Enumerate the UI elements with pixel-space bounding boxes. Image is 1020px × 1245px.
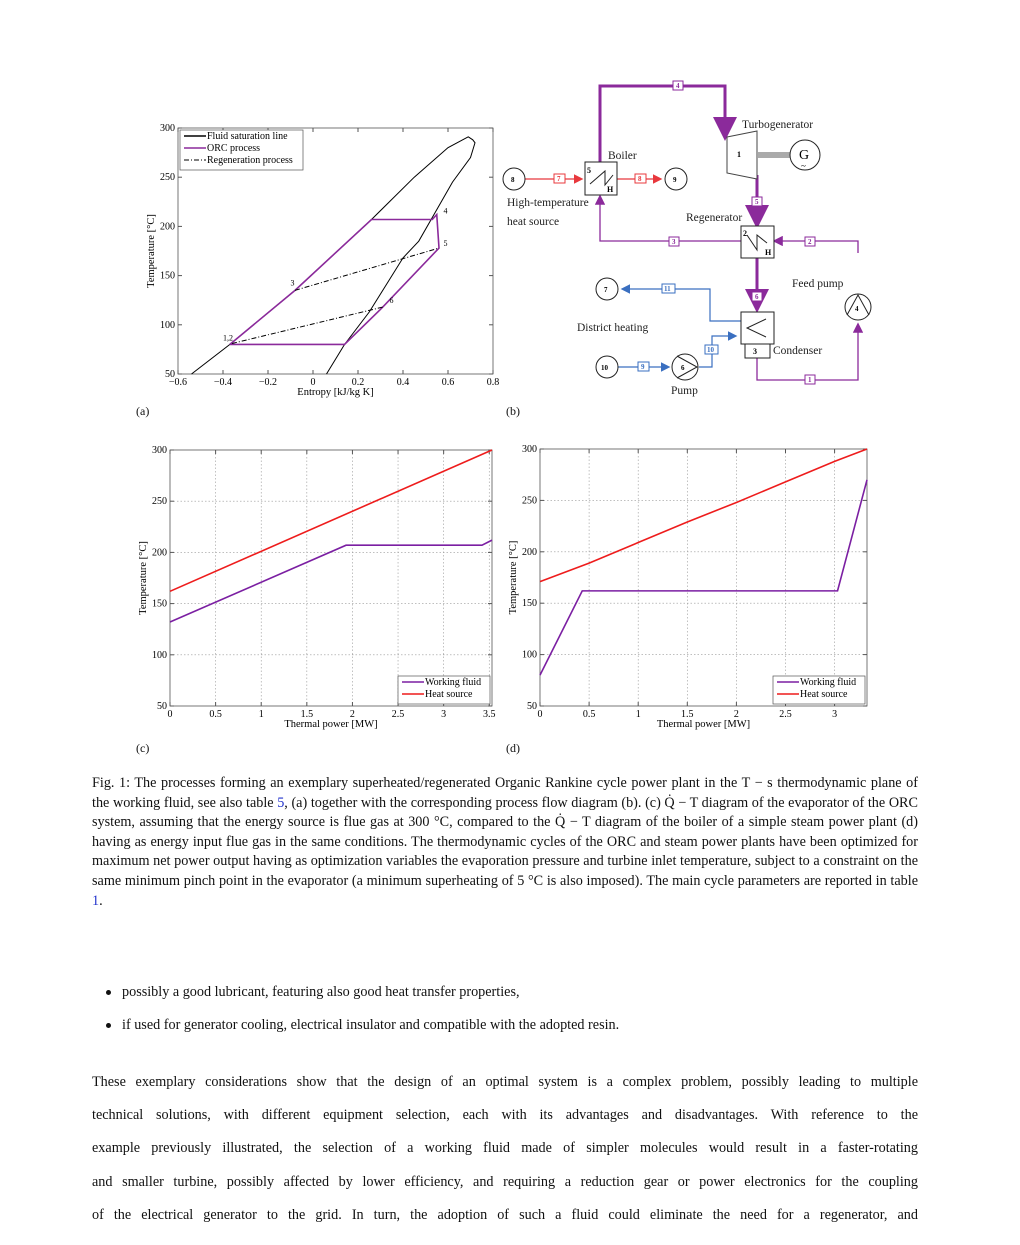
node-8: [503, 168, 525, 190]
svg-text:200: 200: [522, 546, 537, 558]
svg-text:Heat source: Heat source: [425, 689, 473, 700]
svg-text:0: 0: [310, 377, 316, 388]
svg-text:11: 11: [664, 285, 671, 293]
svg-text:Heat source: Heat source: [800, 689, 848, 700]
svg-text:1: 1: [258, 709, 264, 720]
svg-text:3: 3: [672, 238, 676, 246]
figure-caption: Fig. 1: The processes forming an exemplary superheated/regenerated Organic Rankine cycle power plant in the T − s thermodynamic plane of the working fluid, see also table 5, (a) together with the corresponding process flow diagram (b). (c) Q̇ − T diagram of the evaporator of the ORC system, assuming that the energy source is flue gas at 300 °C, compared to the Q̇ − T diagram of the boiler of a simple steam power plant (d) having as energy input flue gas in the same conditions. The thermodynamic cycles of the ORC and steam power plants have been optimized for maximum net power output having as optimization variables the evaporation pressure and turbine inlet temperature, subject to a constraint on the same minimum pinch point in the evaporator (a minimum superheating of 5 °C is also imposed). The main cycle parameters are reported in table 1.: [92, 775, 918, 909]
svg-text:3: 3: [832, 709, 838, 720]
node-9: [665, 168, 687, 190]
svg-text:Temperature [°C]: Temperature [°C]: [508, 540, 519, 615]
svg-text:Entropy [kJ/kg K]: Entropy [kJ/kg K]: [297, 387, 374, 398]
regenerator: [741, 226, 774, 258]
svg-text:1: 1: [808, 376, 812, 384]
stream-9: [638, 362, 649, 371]
panel-label-a: (a): [136, 404, 150, 418]
svg-text:100: 100: [160, 319, 175, 331]
condenser-label: Condenser: [773, 345, 823, 357]
svg-text:7: 7: [604, 286, 608, 294]
svg-text:Temperature [°C]: Temperature [°C]: [146, 214, 157, 288]
paragraph-line: example previously illustrated, the selection of a working fluid made of simpler molecules would result in a faster-rotating: [92, 1140, 918, 1157]
bullet-item: if used for generator cooling, electrical insulator and compatible with the adopted resin.: [104, 1015, 924, 1048]
svg-text:2.5: 2.5: [779, 709, 792, 720]
feed-pump: [845, 294, 871, 320]
pump: [672, 354, 698, 380]
qt-diagram-steam: [500, 440, 880, 740]
svg-text:150: 150: [522, 598, 537, 610]
svg-text:1: 1: [737, 150, 741, 159]
svg-text:50: 50: [165, 369, 175, 380]
stream-11: [662, 284, 675, 293]
svg-text:0.5: 0.5: [209, 709, 222, 720]
svg-text:0.6: 0.6: [441, 377, 455, 388]
svg-text:5: 5: [443, 239, 448, 249]
body-paragraph: [92, 1066, 918, 1232]
svg-text:7: 7: [557, 175, 561, 183]
svg-text:2: 2: [733, 709, 739, 720]
svg-text:1: 1: [635, 709, 641, 720]
svg-text:100: 100: [522, 649, 537, 661]
paragraph-line: and smaller turbine, possibly affected by lower efficiency, and requiring a reduction gear or power electronics for the coupling: [92, 1173, 918, 1190]
paragraph-line: of the electrical generator to the grid. In turn, the adoption of such a fluid could eliminate the need for a regenerator, and: [92, 1206, 918, 1223]
svg-text:4: 4: [443, 206, 448, 216]
svg-text:0: 0: [167, 709, 173, 720]
paragraph-line: These exemplary considerations show that the design of an optimal system is a complex problem, possibly leading to multiple: [92, 1074, 918, 1090]
stream-7: [554, 174, 565, 183]
svg-text:10: 10: [707, 346, 714, 354]
panel-label-d: (d): [506, 741, 520, 755]
stream-3: [669, 237, 679, 246]
svg-text:150: 150: [160, 270, 175, 282]
qt-diagram-orc: [130, 440, 500, 740]
stream-6: [752, 292, 762, 301]
turbogenerator-label: Turbogenerator: [742, 119, 814, 131]
svg-text:0.8: 0.8: [486, 377, 500, 388]
stream-1: [805, 375, 815, 384]
svg-text:ORC process: ORC process: [207, 143, 261, 154]
svg-text:−0.4: −0.4: [213, 377, 233, 388]
stream-4: [673, 81, 683, 90]
node-10: [596, 356, 618, 378]
svg-text:0.2: 0.2: [351, 377, 365, 388]
svg-text:300: 300: [152, 445, 167, 456]
heat-source-label-2: heat source: [507, 216, 560, 228]
svg-text:4: 4: [676, 82, 680, 90]
condenser: [741, 312, 774, 358]
svg-text:2: 2: [743, 229, 747, 238]
svg-text:9: 9: [641, 363, 645, 371]
svg-text:250: 250: [522, 495, 537, 507]
svg-text:3.5: 3.5: [483, 709, 496, 720]
svg-text:Thermal power [MW]: Thermal power [MW]: [656, 719, 751, 730]
heat-source-label-1: High-temperature: [507, 197, 589, 209]
svg-text:2.5: 2.5: [391, 709, 405, 720]
table-5-link[interactable]: 5: [277, 794, 285, 811]
svg-text:8: 8: [511, 176, 515, 184]
regenerator-label: Regenerator: [686, 212, 743, 224]
svg-text:3: 3: [441, 709, 447, 720]
svg-text:6: 6: [681, 364, 685, 372]
bullet-item: possibly a good lubricant, featuring also good heat transfer properties,: [104, 982, 924, 1015]
district-heating-label: District heating: [577, 322, 649, 334]
bullet-list: [104, 982, 924, 1048]
svg-text:6: 6: [389, 296, 394, 306]
svg-text:3: 3: [753, 347, 757, 356]
process-flow-diagram: [495, 75, 885, 405]
svg-text:300: 300: [522, 444, 537, 455]
generator: [790, 140, 820, 171]
svg-text:250: 250: [160, 172, 175, 184]
svg-text:8: 8: [638, 175, 642, 183]
svg-text:~: ~: [801, 161, 806, 171]
svg-text:0.4: 0.4: [396, 377, 410, 388]
svg-text:50: 50: [157, 701, 167, 712]
paragraph-line: technical solutions, with different equipment selection, each with its advantages and disadvantages. With reference to the: [92, 1107, 918, 1124]
svg-text:−0.6: −0.6: [168, 377, 188, 388]
svg-text:10: 10: [601, 364, 608, 372]
svg-text:200: 200: [160, 221, 175, 233]
panel-label-b: (b): [506, 404, 520, 418]
svg-text:100: 100: [152, 649, 167, 661]
svg-text:5: 5: [755, 198, 759, 206]
svg-text:1.5: 1.5: [300, 709, 314, 720]
boiler: [585, 162, 617, 195]
boiler-label: Boiler: [608, 150, 637, 162]
svg-text:4: 4: [855, 305, 859, 313]
svg-text:250: 250: [152, 496, 167, 508]
svg-text:H: H: [765, 248, 772, 257]
stream-5: [752, 197, 762, 206]
svg-text:H: H: [607, 185, 614, 194]
svg-text:G: G: [799, 148, 810, 163]
table-1-link[interactable]: 1: [92, 892, 100, 909]
svg-text:2: 2: [349, 709, 355, 720]
svg-text:Working fluid: Working fluid: [425, 677, 482, 688]
svg-text:2: 2: [808, 238, 812, 246]
svg-text:Fluid saturation line: Fluid saturation line: [207, 131, 288, 142]
svg-text:200: 200: [152, 547, 167, 559]
svg-text:Thermal power [MW]: Thermal power [MW]: [284, 719, 378, 730]
stream-8: [635, 174, 646, 183]
svg-text:6: 6: [755, 293, 759, 301]
svg-text:150: 150: [152, 598, 167, 610]
svg-text:9: 9: [673, 176, 677, 184]
stream-2: [805, 237, 815, 246]
node-7: [596, 278, 618, 300]
svg-text:−0.2: −0.2: [258, 377, 278, 388]
svg-text:1.5: 1.5: [681, 709, 694, 720]
svg-text:50: 50: [527, 701, 537, 712]
svg-text:Regeneration process: Regeneration process: [207, 155, 293, 166]
turbine: [727, 131, 793, 179]
svg-text:300: 300: [160, 123, 175, 134]
ts-diagram: [140, 120, 510, 410]
panel-label-c: (c): [136, 741, 150, 755]
pump-label: Pump: [671, 385, 698, 397]
svg-text:0.5: 0.5: [582, 709, 596, 720]
svg-text:Working fluid: Working fluid: [800, 677, 857, 688]
svg-text:5: 5: [587, 166, 591, 175]
svg-text:1,2: 1,2: [223, 333, 233, 343]
svg-text:0: 0: [537, 709, 543, 720]
svg-text:Temperature [°C]: Temperature [°C]: [138, 541, 149, 615]
feed-pump-label: Feed pump: [792, 278, 844, 290]
stream-10: [705, 345, 718, 354]
svg-text:3: 3: [290, 278, 295, 288]
